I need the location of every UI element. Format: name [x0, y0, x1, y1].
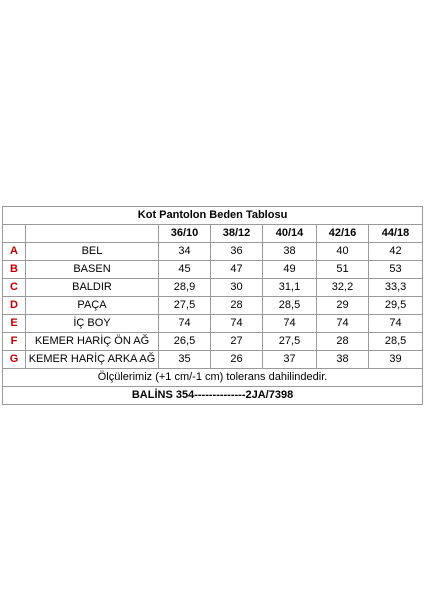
measure-value: 28 [211, 297, 263, 315]
measure-value: 29 [317, 297, 369, 315]
measure-value: 27,5 [159, 297, 211, 315]
note-row [3, 369, 423, 387]
tolerance-note: Ölçülerimiz (+1 cm/-1 cm) tolerans dahilindedir. [3, 369, 423, 387]
measure-header-cell [26, 225, 159, 243]
measure-value: 39 [369, 351, 423, 369]
table-row [3, 333, 423, 351]
measure-name: PAÇA [26, 297, 159, 315]
table-row [3, 279, 423, 297]
measure-value: 28 [317, 333, 369, 351]
measure-value: 27 [211, 333, 263, 351]
measure-value: 74 [159, 315, 211, 333]
row-code: G [3, 351, 26, 369]
measure-value: 28,9 [159, 279, 211, 297]
measure-value: 53 [369, 261, 423, 279]
size-header: 36/10 [159, 225, 211, 243]
measure-value: 40 [317, 243, 369, 261]
measure-value: 47 [211, 261, 263, 279]
measure-value: 28,5 [369, 333, 423, 351]
measure-value: 42 [369, 243, 423, 261]
measure-value: 38 [317, 351, 369, 369]
table-row [3, 243, 423, 261]
size-header: 42/16 [317, 225, 369, 243]
size-header-row [3, 225, 423, 243]
product-code: BALİNS 354--------------2JA/7398 [3, 387, 423, 405]
measure-value: 34 [159, 243, 211, 261]
size-chart [2, 206, 422, 405]
measure-value: 74 [317, 315, 369, 333]
measure-name: BASEN [26, 261, 159, 279]
size-header: 44/18 [369, 225, 423, 243]
measure-name: KEMER HARİÇ ÖN AĞ [26, 333, 159, 351]
measure-value: 30 [211, 279, 263, 297]
table-row [3, 351, 423, 369]
measure-value: 31,1 [263, 279, 317, 297]
table-row [3, 261, 423, 279]
size-header: 38/12 [211, 225, 263, 243]
row-code: A [3, 243, 26, 261]
measure-value: 27,5 [263, 333, 317, 351]
size-header: 40/14 [263, 225, 317, 243]
table-title: Kot Pantolon Beden Tablosu [3, 207, 423, 225]
measure-value: 51 [317, 261, 369, 279]
row-code: D [3, 297, 26, 315]
measure-value: 26 [211, 351, 263, 369]
footer-row [3, 387, 423, 405]
measure-value: 36 [211, 243, 263, 261]
measure-value: 49 [263, 261, 317, 279]
row-code: B [3, 261, 26, 279]
measure-value: 45 [159, 261, 211, 279]
corner-cell [3, 225, 26, 243]
row-code: C [3, 279, 26, 297]
title-row [3, 207, 423, 225]
measure-value: 38 [263, 243, 317, 261]
measure-value: 37 [263, 351, 317, 369]
measure-value: 29,5 [369, 297, 423, 315]
size-table [2, 206, 423, 405]
measure-name: KEMER HARİÇ ARKA AĞ [26, 351, 159, 369]
measure-value: 74 [211, 315, 263, 333]
table-row [3, 297, 423, 315]
row-code: F [3, 333, 26, 351]
measure-value: 33,3 [369, 279, 423, 297]
measure-value: 35 [159, 351, 211, 369]
measure-value: 28,5 [263, 297, 317, 315]
measure-value: 26,5 [159, 333, 211, 351]
measure-value: 74 [369, 315, 423, 333]
table-row [3, 315, 423, 333]
measure-name: İÇ BOY [26, 315, 159, 333]
measure-name: BEL [26, 243, 159, 261]
measure-name: BALDIR [26, 279, 159, 297]
row-code: E [3, 315, 26, 333]
measure-value: 32,2 [317, 279, 369, 297]
measure-value: 74 [263, 315, 317, 333]
